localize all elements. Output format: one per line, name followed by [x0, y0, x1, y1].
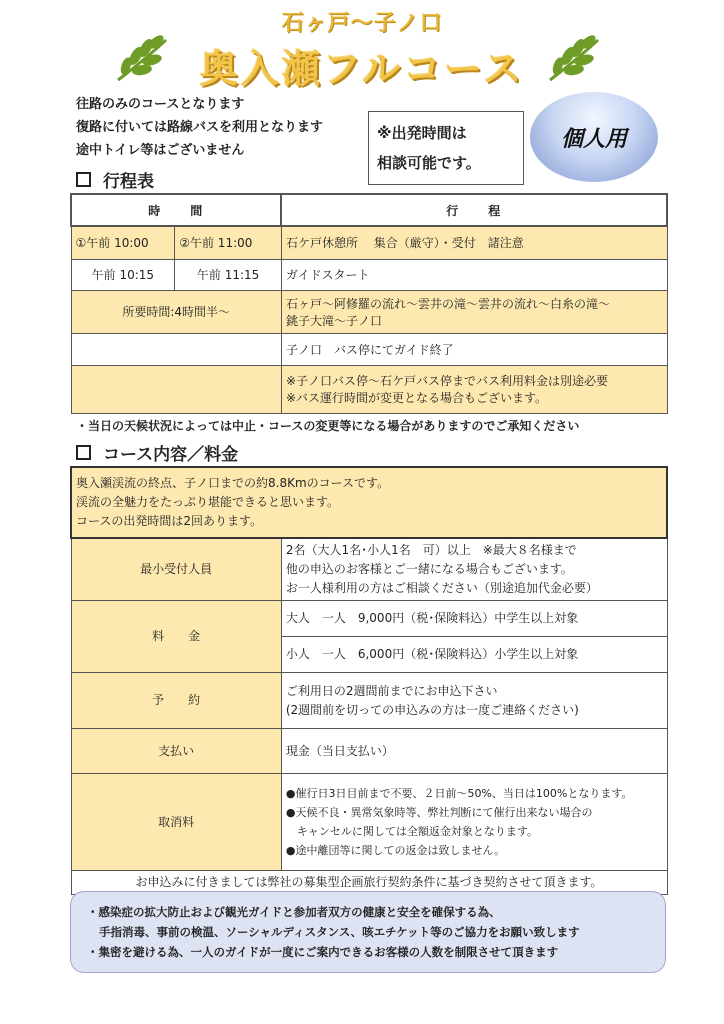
fee-adult: 大人 一人 9,000円（税･保険料込）中学生以上対象	[281, 601, 667, 637]
leaf-right-icon	[544, 34, 604, 86]
intro-line: 往路のみのコースとなります	[76, 97, 245, 112]
schedule-heading	[76, 167, 154, 192]
departure-note-box	[368, 111, 524, 185]
fee-child: 小人 一人 6,000円（税･保険料込）小学生以上対象	[281, 637, 667, 673]
payment-value: 現金（当日支払い）	[281, 729, 667, 774]
page-subtitle: 石ヶ戸〜子ノ口	[281, 11, 443, 36]
table-row	[71, 729, 667, 774]
schedule-time-1: ①午前 10:00	[71, 226, 175, 259]
table-row	[71, 365, 667, 413]
schedule-text	[281, 290, 667, 333]
table-row	[71, 333, 667, 365]
schedule-text-line: 銚子大滝〜子ノ口	[285, 313, 382, 328]
min-people-line: お一人様利用の方はご相談ください（別途追加代金必要）	[285, 581, 598, 595]
cancellation-line: ●途中離団等に関しての返金は致しません。	[285, 844, 506, 857]
table-row	[71, 467, 667, 538]
schedule-time-2: ②午前 11:00	[175, 226, 282, 259]
table-row	[71, 673, 667, 729]
min-people-label: 最小受付人員	[71, 538, 281, 601]
table-row	[71, 259, 667, 290]
covid-line: ・集密を避ける為、一人のガイドが一度にご案内できるお客様の人数を制限させて頂きます	[87, 945, 559, 959]
covid-notice	[70, 891, 666, 973]
schedule-text-line: ※バス運行時間が変更となる場合もございます。	[285, 391, 548, 405]
personal-use-badge: 個人用	[530, 92, 658, 182]
min-people-line: 他の申込のお客様とご一緒になる場合もございます。	[285, 562, 573, 576]
reservation-label: 予 約	[71, 673, 281, 729]
checkbox-square-icon	[76, 445, 91, 460]
intro-line: 復路に付いては路線バスを利用となります	[76, 120, 324, 135]
course-heading-text: コース内容／料金	[103, 445, 239, 465]
cancellation-line: キャンセルに関しては全額返金対象となります。	[285, 825, 538, 838]
table-row	[71, 601, 667, 637]
schedule-text	[281, 365, 667, 413]
schedule-text-line: ※子ノ口バス停〜石ケ戸バス停までバス利用料金は別途必要	[285, 374, 609, 388]
schedule-time-2: 午前 11:15	[175, 259, 282, 290]
reservation-value	[281, 673, 667, 729]
weather-notice: ・当日の天候状況によっては中止・コースの変更等になる場合がありますのでご承知ください	[76, 419, 580, 433]
cancellation-line: ●天候不良・異常気象時等、弊社判断にて催行出来ない場合の	[285, 806, 593, 819]
min-people-line: 2名（大人1名･小人1名 可）以上 ※最大８名様まで	[285, 543, 577, 557]
cancellation-value	[281, 774, 667, 871]
cancellation-line: ●催行日3日目前まで不要、２日前〜50%、当日は100%となります。	[285, 787, 633, 800]
course-table	[70, 466, 668, 895]
cancellation-label: 取消料	[71, 774, 281, 871]
table-row	[71, 774, 667, 871]
course-intro-line: 奥入瀬渓流の終点、子ノ口までの約8.8Kmのコースです。	[76, 476, 390, 490]
table-row	[71, 226, 667, 259]
schedule-text: 子ノ口 バス停にてガイド終了	[281, 333, 667, 365]
schedule-text-line: 石ヶ戸〜阿修羅の流れ〜雲井の滝〜雲井の流れ〜白糸の滝〜	[285, 296, 610, 311]
schedule-empty-cell	[71, 333, 281, 365]
covid-line: 手指消毒、事前の検温、ソーシャルディスタンス、咳エチケット等のご協力をお願い致します	[99, 925, 580, 939]
fee-label: 料 金	[71, 601, 281, 673]
intro-notes	[76, 93, 323, 162]
page-title: 奥入瀬フルコース	[199, 47, 525, 91]
payment-label: 支払い	[71, 729, 281, 774]
checkbox-square-icon	[76, 172, 91, 187]
reservation-line: (2週間前を切っての申込みの方は一度ご連絡ください)	[285, 702, 579, 717]
schedule-duration: 所要時間:4時間半〜	[71, 290, 281, 333]
intro-line: 途中トイレ等はございません	[76, 143, 245, 158]
course-heading	[76, 440, 238, 465]
schedule-col-itinerary: 行 程	[281, 194, 667, 226]
departure-note-line: 相談可能です。	[377, 154, 481, 172]
schedule-heading-text: 行程表	[103, 172, 154, 192]
schedule-text: ガイドスタート	[281, 259, 667, 290]
course-intro	[71, 467, 667, 538]
departure-note-line: ※出発時間は	[377, 124, 467, 142]
table-row	[71, 538, 667, 601]
reservation-line: ご利用日の2週間前までにお申込下さい	[285, 683, 498, 698]
schedule-col-time: 時 間	[71, 194, 281, 226]
covid-line: ・感染症の拡大防止および観光ガイドと参加者双方の健康と安全を確保する為、	[87, 905, 501, 919]
schedule-time-1: 午前 10:15	[71, 259, 175, 290]
schedule-text: 石ケ戸休憩所 集合（厳守）・受付 諸注意	[281, 226, 667, 259]
schedule-empty-cell	[71, 365, 281, 413]
table-row	[71, 290, 667, 333]
course-intro-line: コースの出発時間は2回あります。	[76, 514, 263, 528]
contract-footer: お申込みに付きましては弊社の募集型企画旅行契約条件に基づき契約させて頂きます。	[71, 871, 667, 895]
schedule-table	[70, 193, 668, 414]
min-people-value	[281, 538, 667, 601]
course-intro-line: 渓流の全魅力をたっぷり堪能できると思います。	[76, 495, 340, 509]
